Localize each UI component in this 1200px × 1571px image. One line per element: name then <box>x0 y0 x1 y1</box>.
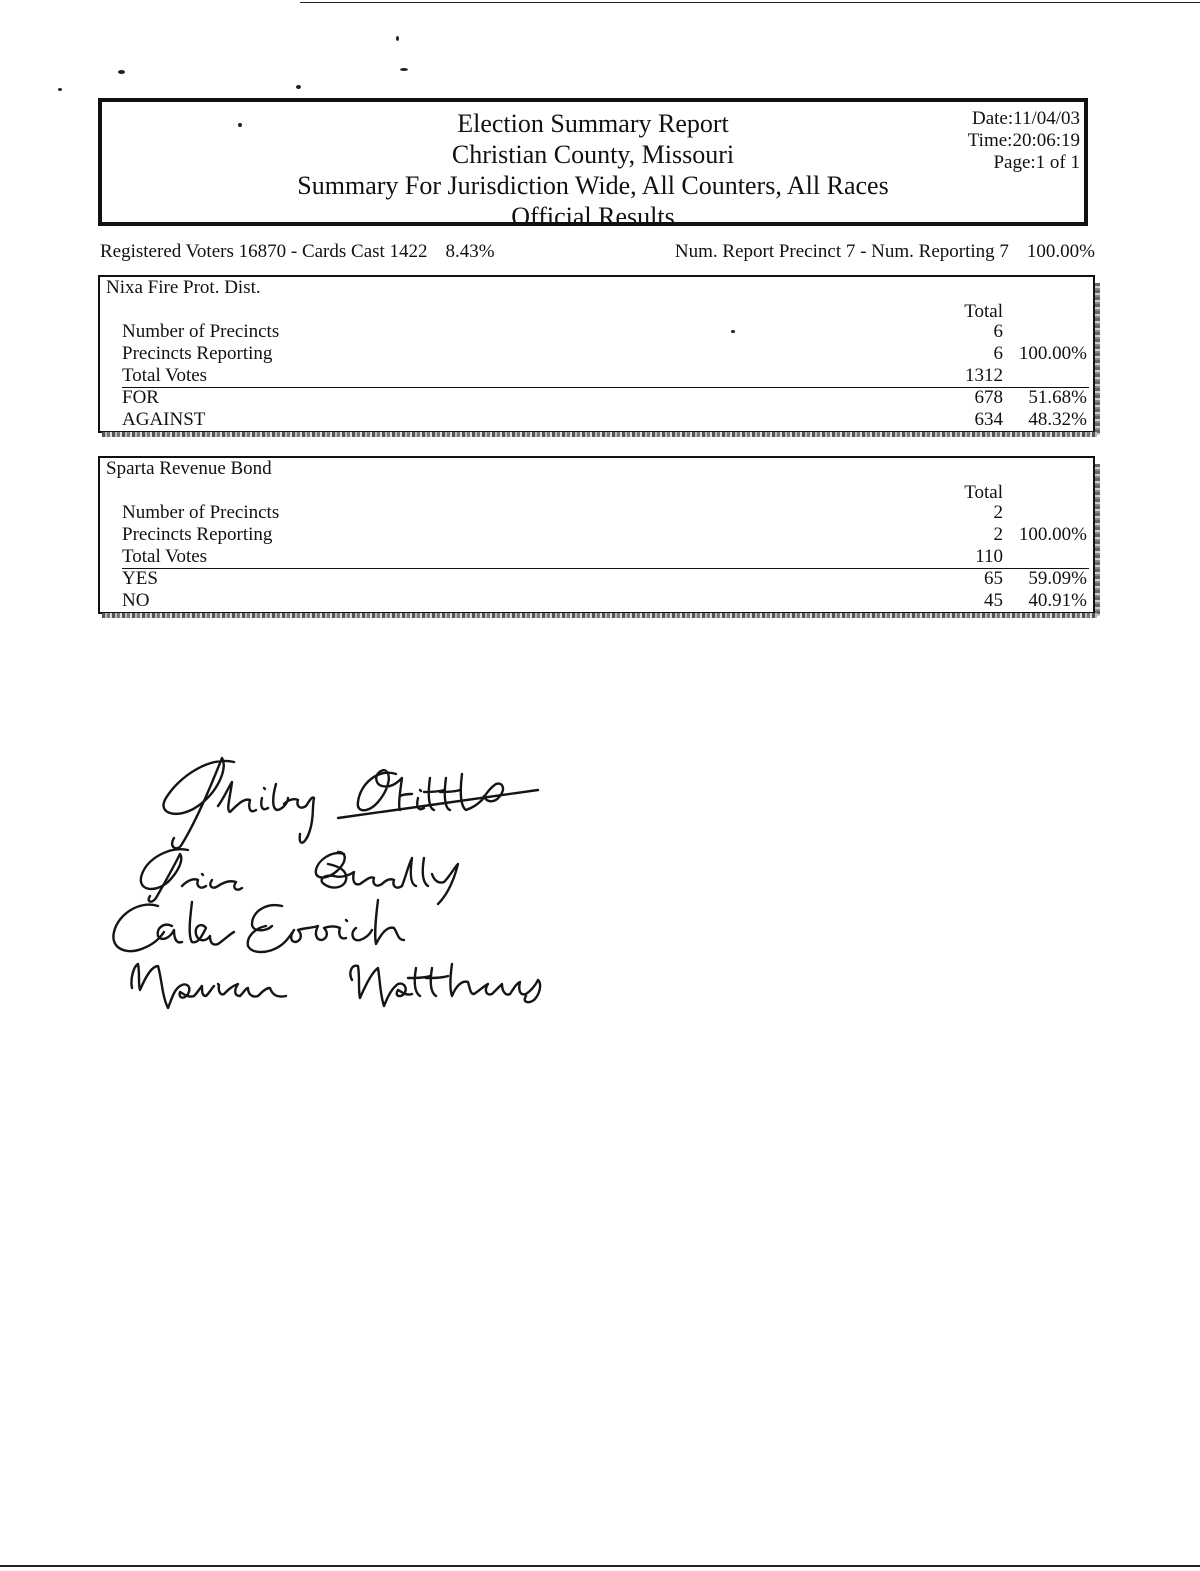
scan-speck <box>58 88 62 91</box>
report-page: Page:1 of 1 <box>993 152 1080 173</box>
scan-speck <box>118 70 125 74</box>
row-total: 6 <box>993 321 1003 342</box>
top-edge-line <box>300 2 1200 3</box>
signature-marian-matthews <box>122 954 552 1024</box>
scan-speck <box>396 36 399 41</box>
race-title: Nixa Fire Prot. Dist. <box>106 277 261 298</box>
report-meta <box>968 108 1080 174</box>
row-pct: 100.00% <box>1018 524 1087 545</box>
report-status: Official Results <box>511 202 675 231</box>
row-total: 2 <box>993 524 1003 545</box>
precincts-reporting-row <box>122 343 1093 365</box>
bottom-edge-line <box>0 1565 1200 1567</box>
choice-row <box>122 590 1093 612</box>
race-nixa-fire <box>98 275 1095 433</box>
row-total: 110 <box>975 546 1003 567</box>
row-total: 2 <box>993 502 1003 523</box>
race-title: Sparta Revenue Bond <box>106 458 272 479</box>
signature-carla-essick <box>106 892 416 962</box>
choice-row <box>122 409 1093 431</box>
choice-votes: 65 <box>984 568 1003 589</box>
row-pct: 100.00% <box>1018 343 1087 364</box>
choice-votes: 634 <box>974 409 1003 430</box>
precincts-reporting-row <box>122 524 1093 546</box>
turnout-pct: 8.43% <box>445 241 495 262</box>
row-label: Number of Precincts <box>122 321 280 342</box>
reporting-pct: 100.00% <box>1026 241 1095 262</box>
choice-row <box>122 387 1093 409</box>
registered-cards-text: Registered Voters 16870 - Cards Cast 1422 <box>100 241 428 262</box>
number-of-precincts-row <box>122 321 1093 343</box>
total-votes-row <box>122 546 1093 568</box>
precinct-reporting-stats <box>675 241 1095 263</box>
choice-votes: 45 <box>984 590 1003 611</box>
precincts-text: Num. Report Precinct 7 - Num. Reporting 7 <box>674 241 1009 262</box>
report-time: Time:20:06:19 <box>967 130 1080 151</box>
row-total: 6 <box>993 343 1003 364</box>
total-header: Total <box>964 301 1003 322</box>
choice-pct: 48.32% <box>1028 409 1087 430</box>
row-label: Total Votes <box>122 546 208 567</box>
registered-voters <box>100 241 495 263</box>
row-label: Total Votes <box>122 365 208 386</box>
report-date: Date:11/04/03 <box>972 108 1080 129</box>
total-votes-row <box>122 365 1093 387</box>
report-header <box>98 98 1088 231</box>
row-total: 1312 <box>965 365 1003 386</box>
choice-pct: 59.09% <box>1028 568 1087 589</box>
choice-pct: 51.68% <box>1028 387 1087 408</box>
choice-label: NO <box>122 590 150 611</box>
report-summary: Summary For Jurisdiction Wide, All Counters, All Races <box>297 171 889 200</box>
number-of-precincts-row <box>122 502 1093 524</box>
scan-speck <box>400 68 408 71</box>
turnout-stats <box>100 241 1095 269</box>
report-title-block <box>102 108 1084 232</box>
row-label: Precincts Reporting <box>122 524 273 545</box>
report-county: Christian County, Missouri <box>451 140 735 169</box>
row-label: Number of Precincts <box>122 502 280 523</box>
report-title: Election Summary Report <box>457 109 729 138</box>
choice-label: AGAINST <box>122 409 206 430</box>
total-header: Total <box>964 482 1003 503</box>
race-sparta-revenue-bond <box>98 456 1095 614</box>
choice-label: FOR <box>122 387 159 408</box>
choice-row <box>122 568 1093 590</box>
row-label: Precincts Reporting <box>122 343 273 364</box>
choice-pct: 40.91% <box>1028 590 1087 611</box>
choice-label: YES <box>122 568 158 589</box>
scan-speck <box>296 85 301 89</box>
choice-votes: 678 <box>974 387 1003 408</box>
